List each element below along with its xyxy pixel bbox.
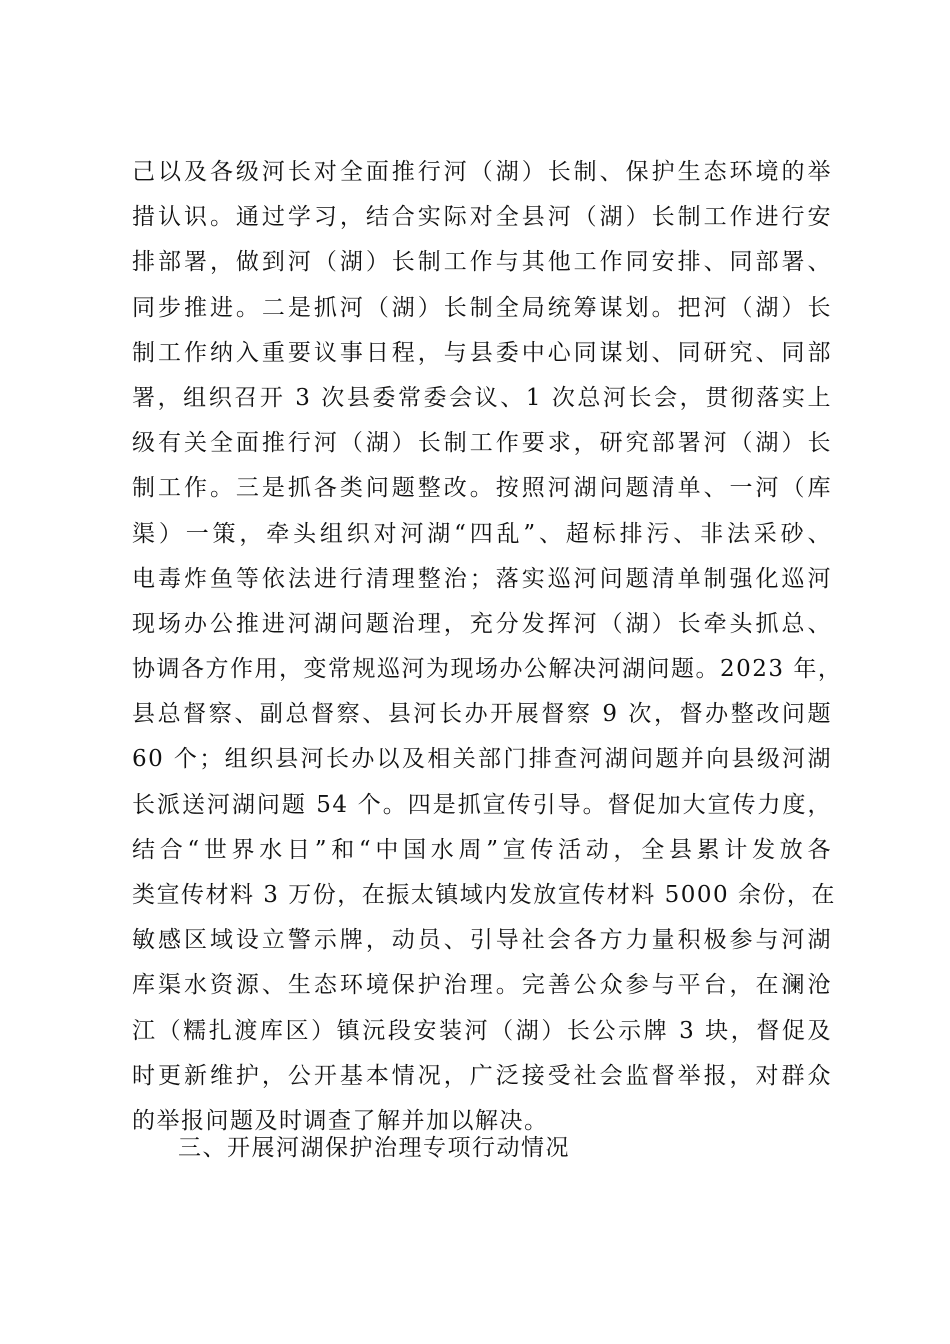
paragraph-line: 库渠水资源、生态环境保护治理。完善公众参与平台，在澜沧 xyxy=(132,972,832,999)
paragraph-line: 时更新维护，公开基本情况，广泛接受社会监督举报，对群众 xyxy=(132,1062,832,1089)
paragraph-line: 同步推进。二是抓河（湖）长制全局统筹谋划。把河（湖）长 xyxy=(132,294,832,321)
paragraph-line: 制工作。三是抓各类问题整改。按照河湖问题清单、一河（库 xyxy=(132,475,832,502)
paragraph-line: 结合“世界水日”和“中国水周”宣传活动，全县累计发放各 xyxy=(132,836,832,863)
paragraph-line: 现场办公推进河湖问题治理，充分发挥河（湖）长牵头抓总、 xyxy=(132,610,832,637)
paragraph-line: 江（糯扎渡库区）镇沅段安装河（湖）长公示牌 3 块，督促及 xyxy=(132,1017,832,1044)
paragraph-line: 级有关全面推行河（湖）长制工作要求，研究部署河（湖）长 xyxy=(132,430,832,457)
paragraph-line: 制工作纳入重要议事日程，与县委中心同谋划、同研究、同部 xyxy=(132,339,832,366)
paragraph-line: 县总督察、副总督察、县河长办开展督察 9 次，督办整改问题 xyxy=(132,701,832,728)
paragraph-line: 渠）一策，牵头组织对河湖“四乱”、超标排污、非法采砂、 xyxy=(132,520,832,547)
paragraph-line: 长派送河湖问题 54 个。四是抓宣传引导。督促加大宣传力度， xyxy=(132,791,832,818)
paragraph-line: 60 个；组织县河长办以及相关部门排查河湖问题并向县级河湖 xyxy=(132,746,832,773)
paragraph-line: 排部署，做到河（湖）长制工作与其他工作同安排、同部署、 xyxy=(132,249,832,276)
paragraph-line: 署，组织召开 3 次县委常委会议、1 次总河长会，贯彻落实上 xyxy=(132,384,832,411)
section-heading: 三、开展河湖保护治理专项行动情况 xyxy=(178,1135,570,1161)
paragraph-line: 己以及各级河长对全面推行河（湖）长制、保护生态环境的举 xyxy=(132,159,832,185)
paragraph-line: 类宣传材料 3 万份，在振太镇域内发放宣传材料 5000 余份，在 xyxy=(132,882,836,908)
paragraph-line: 敏感区域设立警示牌，动员、引导社会各方力量积极参与河湖 xyxy=(132,927,832,954)
paragraph-line: 措认识。通过学习，结合实际对全县河（湖）长制工作进行安 xyxy=(132,204,832,231)
paragraph-line: 电毒炸鱼等依法进行清理整治；落实巡河问题清单制强化巡河 xyxy=(132,565,832,592)
body-paragraph xyxy=(132,150,843,1144)
paragraph-line: 的举报问题及时调查了解并加以解决。 xyxy=(132,1107,549,1134)
paragraph-line: 协调各方作用，变常规巡河为现场办公解决河湖问题。2023 年， xyxy=(132,656,843,683)
